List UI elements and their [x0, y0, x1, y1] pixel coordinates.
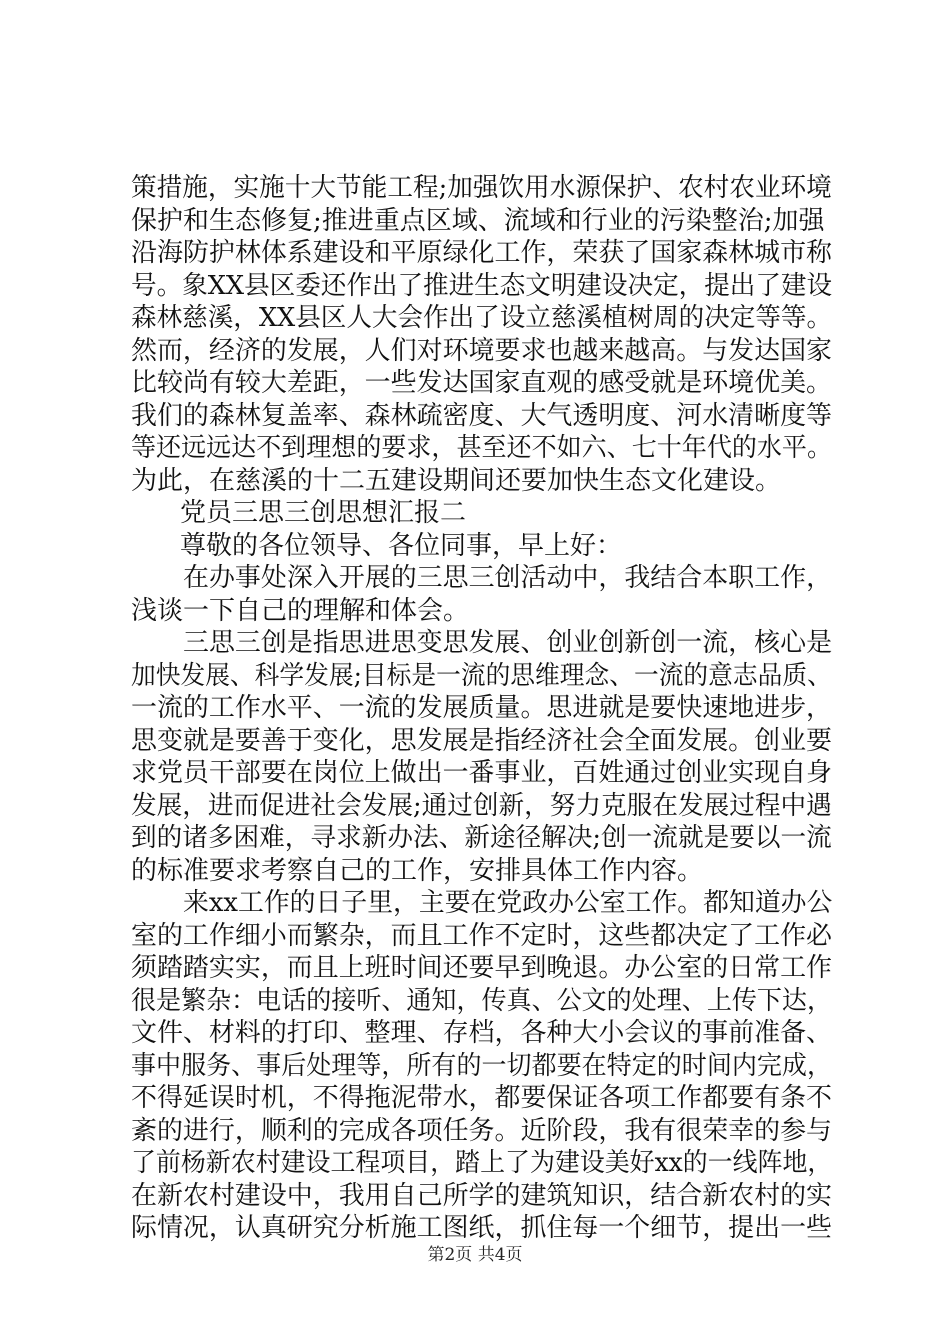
body-line: 求党员干部要在岗位上做出一番事业，百姓通过创业实现自身	[131, 758, 833, 788]
body-line: 然而，经济的发展，人们对环境要求也越来越高。与发达国家	[131, 336, 833, 366]
body-line: 室的工作细小而繁杂，而且工作不定时，这些都决定了工作必	[131, 921, 833, 951]
body-line: 的标准要求考察自己的工作，安排具体工作内容。	[131, 856, 704, 886]
body-line: 沿海防护林体系建设和平原绿化工作，荣获了国家森林城市称	[131, 238, 833, 268]
body-line: 等还远远达不到理想的要求，甚至还不如六、七十年代的水平。	[131, 433, 833, 463]
body-line: 策措施，实施十大节能工程;加强饮用水源保护、农村农业环境	[131, 173, 832, 203]
body-line: 思变就是要善于变化，思发展是指经济社会全面发展。创业要	[131, 726, 833, 756]
body-line: 一流的工作水平、一流的发展质量。思进就是要快速地进步，	[131, 693, 833, 723]
paragraph-start-line: 在办事处深入开展的三思三创活动中，我结合本职工作，	[183, 563, 833, 593]
section-title: 党员三思三创思想汇报二	[180, 498, 467, 528]
body-line: 号。象XX县区委还作出了推进生态文明建设决定，提出了建设	[131, 271, 833, 301]
body-line: 保护和生态修复;推进重点区域、流域和行业的污染整治;加强	[131, 206, 825, 236]
salutation: 尊敬的各位领导、各位同事，早上好：	[180, 531, 623, 561]
body-line: 须踏踏实实，而且上班时间还要早到晚退。办公室的日常工作	[131, 953, 833, 983]
body-line: 加快发展、科学发展;目标是一流的思维理念、一流的意志品质、	[131, 661, 832, 691]
paragraph-start-line: 来xx工作的日子里，主要在党政办公室工作。都知道办公	[183, 888, 833, 918]
body-line: 文件、材料的打印、整理、存档，各种大小会议的事前准备、	[131, 1018, 833, 1048]
body-line: 了前杨新农村建设工程项目，踏上了为建设美好xx的一线阵地，	[131, 1148, 833, 1178]
body-line: 森林慈溪，XX县区人大会作出了设立慈溪植树周的决定等等。	[131, 303, 833, 333]
body-line: 我们的森林复盖率、森林疏密度、大气透明度、河水清晰度等	[131, 401, 833, 431]
body-line: 浅谈一下自己的理解和体会。	[131, 596, 470, 626]
body-line: 不得延误时机，不得拖泥带水，都要保证各项工作都要有条不	[131, 1083, 833, 1113]
body-line: 在新农村建设中，我用自己所学的建筑知识，结合新农村的实	[131, 1181, 833, 1211]
body-line: 比较尚有较大差距，一些发达国家直观的感受就是环境优美。	[131, 368, 833, 398]
paragraph-start-line: 三思三创是指思进思变思发展、创业创新创一流，核心是	[183, 628, 833, 658]
body-line: 到的诸多困难，寻求新办法、新途径解决;创一流就是要以一流	[131, 823, 832, 853]
body-line: 为此，在慈溪的十二五建设期间还要加快生态文化建设。	[131, 466, 782, 496]
body-line: 际情况，认真研究分析施工图纸，抓住每一个细节，提出一些	[131, 1213, 833, 1243]
body-line: 事中服务、事后处理等，所有的一切都要在特定的时间内完成，	[131, 1051, 833, 1081]
body-line: 发展，进而促进社会发展;通过创新，努力克服在发展过程中遇	[131, 791, 832, 821]
body-line: 很是繁杂：电话的接听、通知，传真、公文的处理、上传下达，	[131, 986, 833, 1016]
page-number-footer: 第2页 共4页	[427, 1245, 523, 1265]
body-line: 紊的进行，顺利的完成各项任务。近阶段，我有很荣幸的参与	[131, 1116, 833, 1146]
